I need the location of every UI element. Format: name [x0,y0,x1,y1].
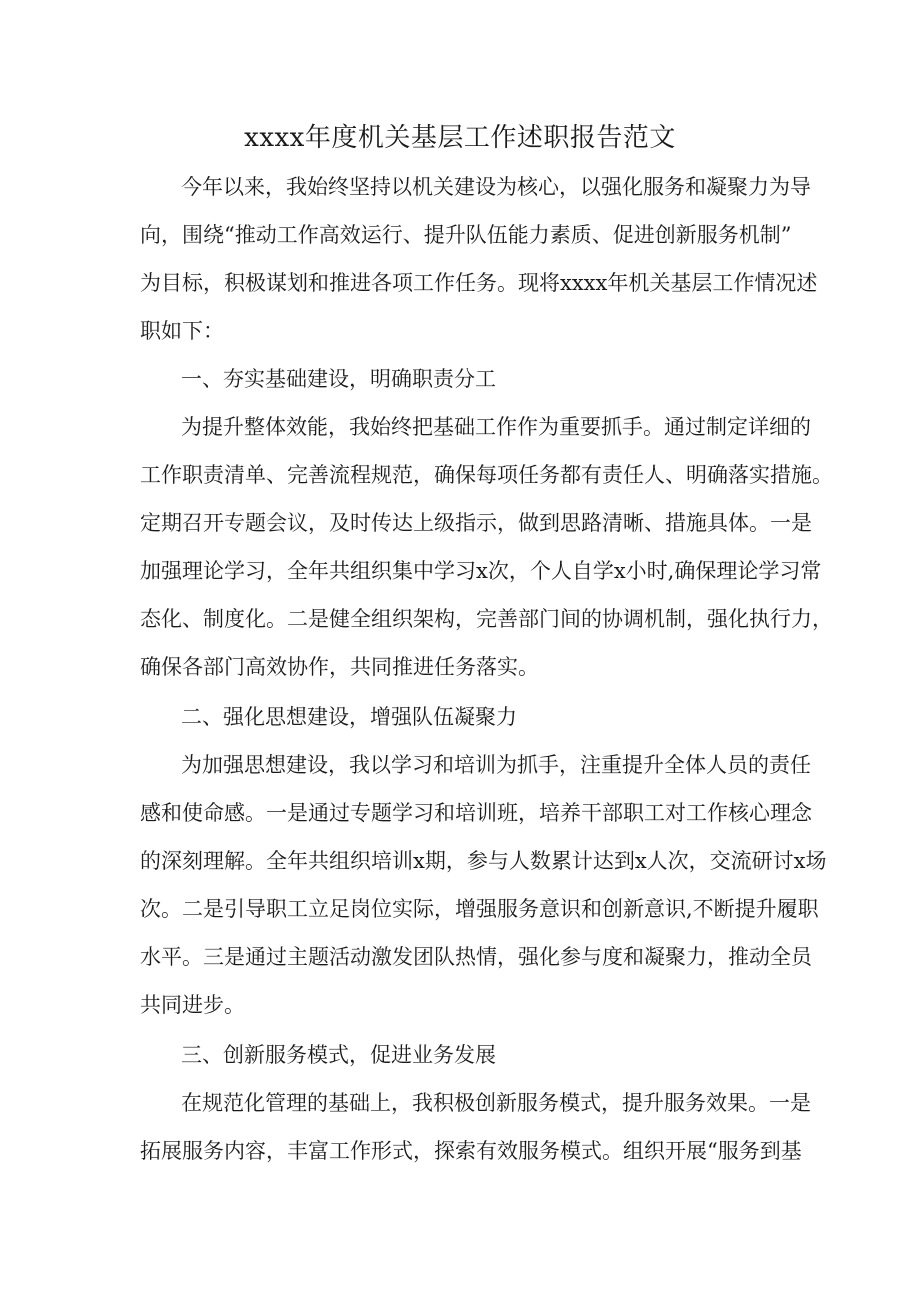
paragraph-line: 定期召开专题会议，及时传达上级指示，做到思路清晰、措施具体。一是 [140,511,812,535]
paragraph-line: 在规范化管理的基础上，我积极创新服务模式，提升服务效果。一是 [181,1091,811,1115]
paragraph-line: 职如下： [140,319,224,343]
section-heading: 一、夯实基础建设，明确职责分工 [181,367,496,391]
section-heading: 二、强化思想建设，增强队伍凝聚力 [181,705,517,729]
paragraph-line: 今年以来，我始终坚持以机关建设为核心，以强化服务和凝聚力为导 [181,175,811,199]
paragraph-line: 向，围绕“推动工作高效运行、提升队伍能力素质、促进创新服务机制” [140,223,792,247]
section-heading: 三、创新服务模式，促进业务发展 [181,1043,496,1067]
paragraph-line: 为加强思想建设，我以学习和培训为抓手，注重提升全体人员的责任 [181,753,811,777]
paragraph-line: 为提升整体效能，我始终把基础工作作为重要抓手。通过制定详细的 [181,415,811,439]
paragraph-line: 次。二是引导职工立足岗位实际，增强服务意识和创新意识,不断提升履职 [140,897,819,921]
paragraph-line: 共同进步。 [140,993,245,1017]
paragraph-line: 加强理论学习，全年共组织集中学习x次，个人自学x小时,确保理论学习常 [140,559,822,583]
document-title: xxxx年度机关基层工作述职报告范文 [244,123,676,153]
paragraph-line: 工作职责清单、完善流程规范，确保每项任务都有责任人、明确落实措施。 [140,463,833,487]
paragraph-line: 拓展服务内容，丰富工作形式，探索有效服务模式。组织开展“服务到基 [140,1139,802,1163]
paragraph-line: 的深刻理解。全年共组织培训x期，参与人数累计达到x人次，交流研讨x场 [140,849,827,873]
paragraph-line: 感和使命感。一是通过专题学习和培训班，培养干部职工对工作核心理念 [140,801,812,825]
paragraph-line: 态化、制度化。二是健全组织架构，完善部门间的协调机制，强化执行力， [140,607,833,631]
paragraph-line: 水平。三是通过主题活动激发团队热情，强化参与度和凝聚力，推动全员 [140,945,812,969]
paragraph-line: 为目标，积极谋划和推进各项工作任务。现将xxxx年机关基层工作情况述 [140,271,818,295]
paragraph-line: 确保各部门高效协作，共同推进任务落实。 [140,655,539,679]
